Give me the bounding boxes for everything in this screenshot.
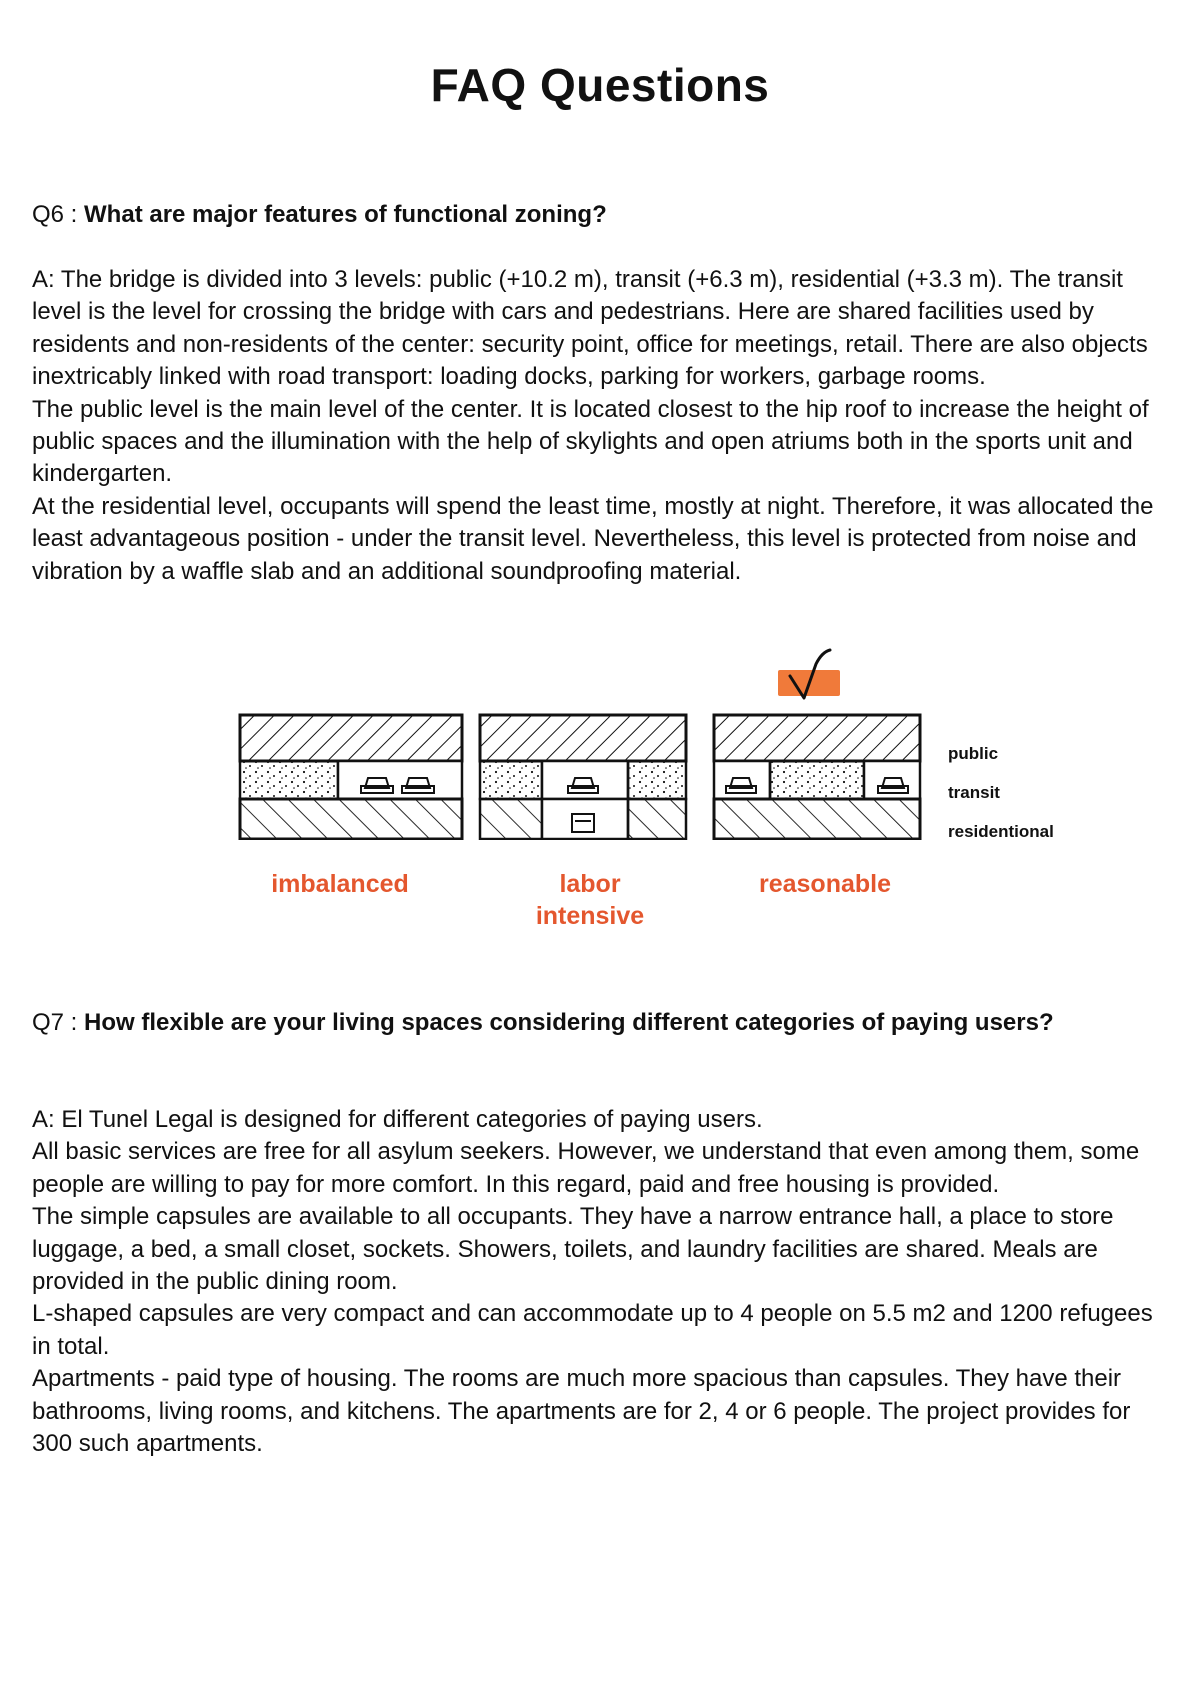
- option-labor-intensive-diagram: [480, 715, 686, 839]
- option-label-labor-intensive: [500, 868, 680, 932]
- answer-paragraph: At the residential level, occupants will spend the least time, mostly at night. Therefore, it was allocated the least advantageous position - under the transit level. Nevertheless, this level is protected from noise and vibration by a waffle slab and an additional soundproofing material.: [32, 492, 1154, 585]
- question-number: Q7 :: [32, 1009, 85, 1036]
- faq-question-7: [32, 1007, 1172, 1039]
- answer-paragraph: A: El Tunel Legal is designed for different categories of paying users.: [32, 1106, 763, 1133]
- legend-transit: transit: [948, 783, 1000, 802]
- option-reasonable-diagram: [714, 650, 920, 839]
- zoning-diagram: [230, 640, 940, 840]
- answer-paragraph: The public level is the main level of the center. It is located closest to the hip roof to increase the height of public spaces and the illumination with the help of skylights and open atriums both in the sports unit and kindergarten.: [32, 395, 1149, 488]
- option-label-line: intensive: [535, 902, 645, 930]
- faq-answer-6: [32, 264, 1177, 588]
- option-imbalanced-diagram: [240, 715, 462, 839]
- checkmark-icon: [778, 650, 840, 698]
- answer-paragraph: A: The bridge is divided into 3 levels: public (+10.2 m), transit (+6.3 m), residential (+3.3 m). The transit level is the level for crossing the bridge with cars and pedestrians. Here are shared facilities used by residents and non-residents of the center: security point, office for meetings, retail. There are also objects inextricably linked with road transport: loading docks, parking for workers, garbage rooms.: [32, 266, 1148, 391]
- option-label-reasonable: reasonable: [758, 870, 891, 898]
- option-label-imbalanced: imbalanced: [271, 870, 409, 898]
- faq-question-6: [32, 199, 1172, 231]
- answer-paragraph: Apartments - paid type of housing. The rooms are much more spacious than capsules. They have their bathrooms, living rooms, and kitchens. The apartments are for 2, 4 or 6 people. The project provides for 300 such apartments.: [32, 1365, 1131, 1458]
- page-title: FAQ Questions: [430, 59, 770, 111]
- question-text: What are major features of functional zoning?: [84, 201, 607, 228]
- answer-paragraph: All basic services are free for all asylum seekers. However, we understand that even among them, some people are willing to pay for more comfort. In this regard, paid and free housing is provided.: [32, 1138, 1140, 1198]
- answer-paragraph: The simple capsules are available to all occupants. They have a narrow entrance hall, a place to store luggage, a bed, a small closet, sockets. Showers, toilets, and laundry facilities are shared. Meals are provided in the public dining room.: [32, 1203, 1114, 1296]
- faq-answer-7: [32, 1104, 1177, 1460]
- legend-public: public: [948, 744, 999, 763]
- answer-paragraph: L-shaped capsules are very compact and can accommodate up to 4 people on 5.5 m2 and 1200 refugees in total.: [32, 1300, 1153, 1360]
- option-label-line: labor: [559, 870, 621, 898]
- legend-residential: residentional: [948, 822, 1054, 841]
- question-text: How flexible are your living spaces considering different categories of paying users?: [84, 1009, 1054, 1036]
- question-number: Q6 :: [32, 201, 85, 228]
